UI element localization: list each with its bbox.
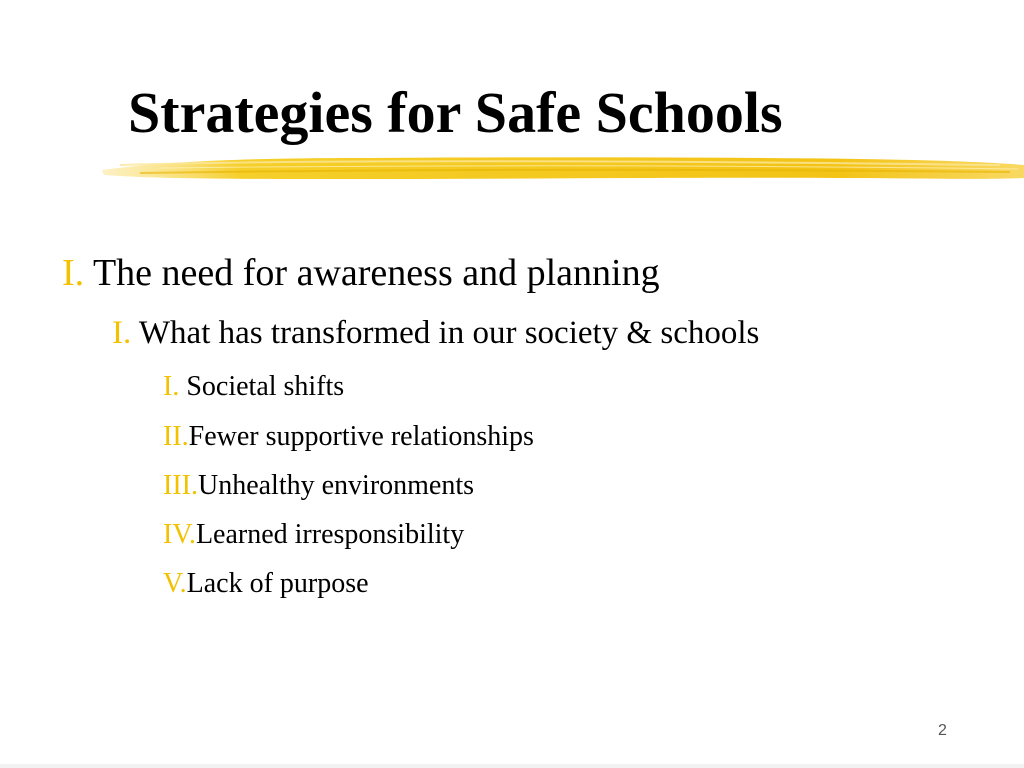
outline-text: Unhealthy environments xyxy=(197,470,475,501)
outline-item-level3 xyxy=(163,518,464,552)
outline-item-level1 xyxy=(62,250,660,296)
outline-item-level2 xyxy=(112,313,759,353)
outline-text: Lack of purpose xyxy=(186,568,369,599)
outline-numeral: III. xyxy=(163,470,198,501)
outline-text: Fewer supportive relationships xyxy=(188,421,534,452)
outline-text: Learned irresponsibility xyxy=(195,519,465,550)
outline-numeral: I. xyxy=(163,371,180,402)
outline-text: What has transformed in our society & schools xyxy=(131,315,760,351)
outline-item-level3 xyxy=(163,370,344,404)
title-brush-underline xyxy=(100,148,1024,188)
outline-numeral: I. xyxy=(112,315,132,351)
outline-numeral: IV. xyxy=(163,519,196,550)
outline-item-level3 xyxy=(163,469,474,503)
slide-title: Strategies for Safe Schools xyxy=(128,80,783,145)
outline-text: The need for awareness and planning xyxy=(84,252,660,294)
outline-numeral: V. xyxy=(163,568,187,599)
page-number: 2 xyxy=(938,722,947,739)
outline-text: Societal shifts xyxy=(179,371,345,402)
outline-numeral: I. xyxy=(62,252,85,294)
outline-item-level3 xyxy=(163,567,369,601)
outline-item-level3 xyxy=(163,420,534,454)
bottom-divider xyxy=(0,764,1024,768)
outline-numeral: II. xyxy=(163,421,189,452)
